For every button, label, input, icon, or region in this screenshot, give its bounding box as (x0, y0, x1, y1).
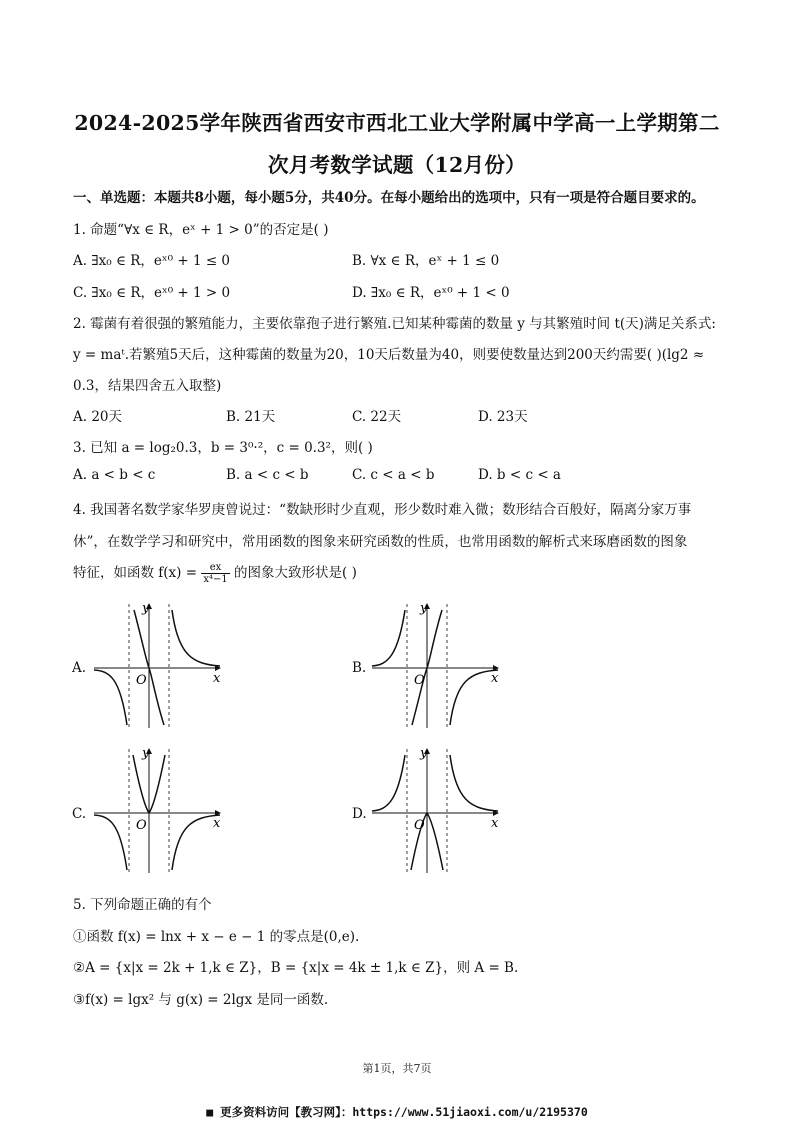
q4-line3-post: 的图象大致形状是( ) (234, 565, 357, 581)
page-number: 第1页，共7页 (362, 1062, 432, 1075)
graph-d-curve-left (372, 755, 405, 811)
q2-option-d: D. 23天 (478, 409, 528, 425)
q3-option-b: B. a < c < b (226, 467, 309, 483)
graph-c-label: C. (72, 806, 87, 822)
graph-c-x-label: x (213, 816, 221, 831)
q3-option-d: D. b < c < a (478, 467, 561, 483)
graph-b-origin-label: O (414, 673, 425, 688)
q2-line1: 2. 霉菌有着很强的繁殖能力，主要依靠孢子进行繁殖.已知某种霉菌的数量 y 与其繁殖时间 t(天)满足关系式: (73, 316, 716, 332)
q2-line3: 0.3，结果四舍五入取整) (73, 378, 222, 394)
graph-b-x-label: x (491, 671, 499, 686)
graph-c-curve-left (94, 815, 127, 870)
q1-stem: 1. 命题“∀x ∈ R，eˣ + 1 > 0”的否定是( ) (73, 222, 329, 238)
graph-d-y-label: y (420, 746, 428, 761)
graph-a-label: A. (72, 660, 87, 676)
q5-item-2: ②A = {x|x = 2k + 1,k ∈ Z}，B = {x|x = 4k ± 1,k ∈ Z}，则 A = B. (73, 960, 519, 976)
q3-option-a: A. a < b < c (73, 467, 156, 483)
graph-a-origin-label: O (136, 673, 147, 688)
graph-d-x-label: x (491, 816, 499, 831)
graph-b (370, 600, 510, 730)
graph-c (92, 745, 232, 875)
page-title-line1: 2024-2025学年陕西省西安市西北工业大学附属中学高一上学期第二 (74, 111, 720, 135)
q1-option-c: C. ∃x₀ ∈ R，eˣ⁰ + 1 > 0 (73, 285, 231, 301)
graph-b-curve-left (372, 610, 405, 666)
q5-item-1: ①函数 f(x) = lnx + x − e − 1 的零点是(0,e). (73, 929, 360, 945)
graph-d-origin-label: O (414, 818, 425, 833)
graph-a (92, 600, 232, 730)
q2-option-a: A. 20天 (73, 409, 123, 425)
q1-option-a: A. ∃x₀ ∈ R，eˣ⁰ + 1 ≤ 0 (73, 253, 231, 269)
graph-b-label: B. (352, 660, 367, 676)
graph-d (370, 745, 510, 875)
q3-stem: 3. 已知 a = log₂0.3，b = 3⁰·²，c = 0.3²，则( ) (73, 440, 373, 456)
q5-stem: 5. 下列命题正确的有个 (73, 897, 212, 913)
q4-line3-pre: 特征，如函数 f(x) = (73, 565, 198, 581)
graph-b-y-label: y (420, 601, 428, 616)
q5-item-3: ③f(x) = lgx² 与 g(x) = 2lgx 是同一函数. (73, 992, 329, 1008)
q2-option-c: C. 22天 (352, 409, 402, 425)
q4-fraction-numerator: ex (201, 562, 229, 574)
graph-d-label: D. (352, 806, 367, 822)
graph-c-y-label: y (142, 746, 150, 761)
graph-a-curve-right (172, 610, 220, 666)
q4-fraction-denominator: x⁴−1 (203, 574, 228, 585)
q1-option-b: B. ∀x ∈ R，eˣ + 1 ≤ 0 (352, 253, 500, 269)
footer-ad-link[interactable]: ■ 更多资料访问【教习网】：https://www.51jiaoxi.com/u/2195370 (206, 1105, 588, 1119)
graph-c-origin-label: O (136, 818, 147, 833)
q4-line3 (73, 561, 357, 585)
graph-a-x-label: x (213, 671, 221, 686)
q3-option-c: C. c < a < b (352, 467, 435, 483)
q1-option-d: D. ∃x₀ ∈ R，eˣ⁰ + 1 < 0 (352, 285, 510, 301)
graph-a-y-label: y (142, 601, 150, 616)
page-title-line2: 次月考数学试题（12月份） (268, 153, 526, 177)
graph-d-curve-right (450, 755, 498, 811)
graph-a-curve-left (94, 670, 127, 725)
q4-line2: 休”，在数学学习和研究中，常用函数的图象来研究函数的性质，也常用函数的解析式来琢磨函数的图象 (73, 534, 688, 550)
q2-line2: y = maᵗ.若繁殖5天后，这种霉菌的数量为20，10天后数量为40，则要使数量达到200天约需要( )(lg2 ≈ (73, 347, 705, 363)
q2-option-b: B. 21天 (226, 409, 276, 425)
q4-fraction (201, 562, 229, 585)
section-heading: 一、单选题：本题共8小题，每小题5分，共40分。在每小题给出的选项中，只有一项是符合题目要求的。 (73, 190, 705, 206)
q4-line1: 4. 我国著名数学家华罗庚曾说过：“数缺形时少直观，形少数时难入微；数形结合百般好，隔离分家万事 (73, 502, 692, 518)
